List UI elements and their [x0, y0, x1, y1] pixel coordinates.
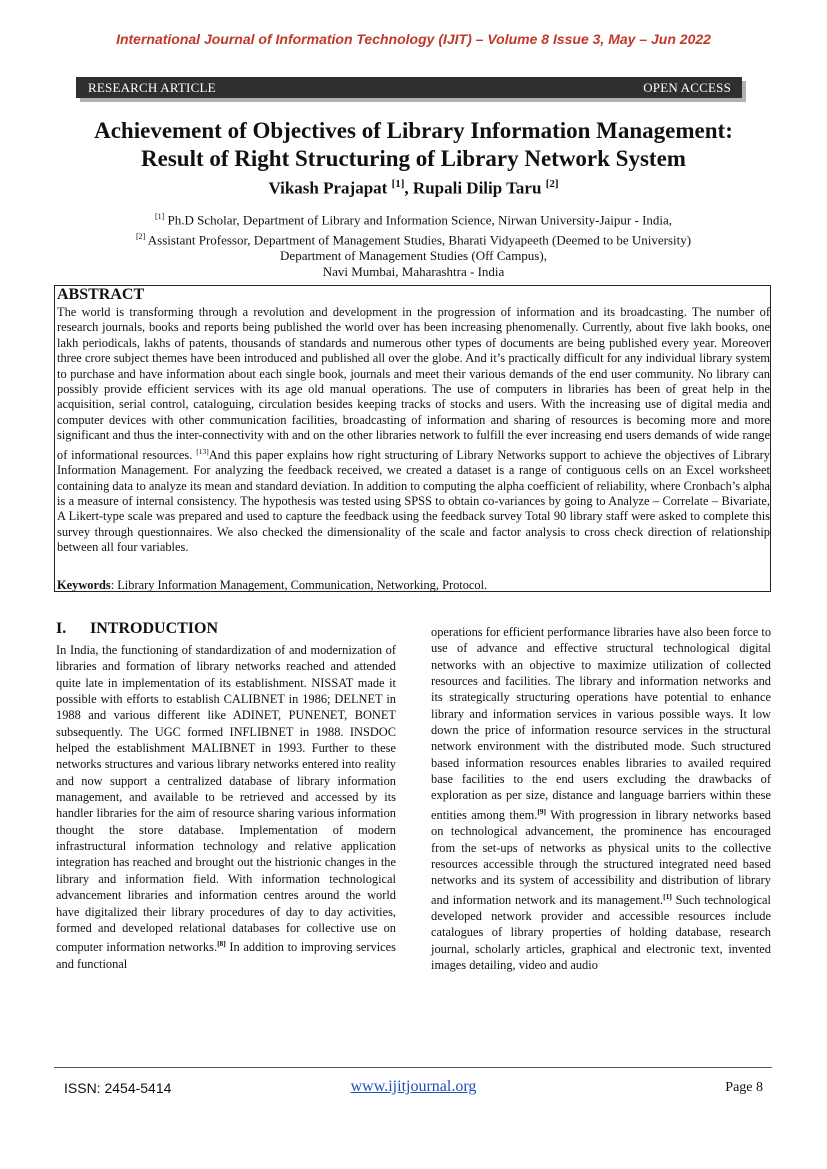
- affiliation-line: [60, 209, 767, 229]
- footer-divider: [54, 1067, 772, 1068]
- paragraph-text: In addition to improving services and functional: [56, 940, 397, 971]
- abstract-body: And this paper explains how right structuring of Library Networks support to achieve the objectives of Library Information Management. For analyzing the feedback received, we created a dataset is a range of contiguous cells on an Excel worksheet containing data to analyze its mean and standard deviation. In addition to computing the alpha coefficient of reliability, where Cronbach’s alpha is a measure of internal consistency. The hypothesis was tested using SPSS to obtain co-variances by going to Analyze – Correlate – Bivariate, A Likert-type scale was prepared and used to capture the feedback using the feedback survey Total 90 library staff were asked to complete this survey through questionnaires. We also checked the dimensionality of the scale and factor analysis to cross check direction of relationship between all four variables.: [57, 447, 770, 555]
- keywords: [57, 578, 487, 593]
- affiliation-text: Ph.D Scholar, Department of Library and Information Science, Nirwan University-Jaipur - India,: [164, 212, 673, 228]
- paragraph-text: Such technological developed network provider and accessible resources include catalogues of library properties of holding database, research journal, scholarly articles, graphical and electronic text, invented images detailing, video and audio: [431, 892, 771, 973]
- section-heading: [56, 620, 218, 638]
- open-access-label: OPEN ACCESS: [643, 80, 731, 95]
- author-separator: ,: [404, 178, 413, 198]
- keywords-list: : Library Information Management, Communication, Networking, Protocol.: [110, 578, 488, 592]
- paragraph-text: operations for efficient performance libraries have also been force to use of advance and effective structural technological digital networks with an objective to maximize utilization of collected resources and facilities. The library and information networks and its strategically structuring operations have potential to enhance library and information services in various possible ways. It low down the price of information resource services in the structural network environment with the distributed mode. Such structured based information resources enables libraries to availed required base facilities to the end users excluding the drawbacks of exploration as per size, distance and language barriers within these entities among them.: [431, 625, 772, 822]
- abstract-text: [57, 305, 770, 556]
- section-number: I.: [56, 620, 67, 637]
- paper-title-line2: Result of Right Structuring of Library Network System: [141, 146, 686, 171]
- author-name: Vikash Prajapat: [268, 178, 388, 198]
- citation-marker: [1]: [663, 891, 672, 901]
- article-type-label: RESEARCH ARTICLE: [88, 80, 216, 95]
- footer-page-number: Page 8: [725, 1080, 763, 1095]
- affiliation-text: Assistant Professor, Department of Management Studies, Bharati Vidyapeeth (Deemed to be University): [145, 231, 692, 247]
- citation-marker: [8]: [217, 939, 226, 949]
- affiliation-marker: [1]: [154, 212, 165, 221]
- section-title: INTRODUCTION: [90, 620, 219, 637]
- author-name: Rupali Dilip Taru: [412, 178, 542, 198]
- affiliations: [60, 209, 767, 280]
- keywords-label: Keywords: [57, 578, 111, 592]
- abstract-body: The world is transforming through a revolution and development in the progression of information and its broadcasting. The number of research journals, books and reports being published the world over has been increasing phenomenally. Currently, about five lakh books, one lakh periodicals, lakhs of patents, thousands of standards and numerous other types of documents are being published every year. Moreover three crore subject themes have been introduced and published all over the globe. And it’s practically difficult for any individual library system to purchase and have information about each single book, journals and meet their various demands of the end user community. No library can possibly provide efficient services with its age old manual operations. The use of computers in libraries has been of great help in the acquisition, serial control, cataloguing, circulation besides keeping tracks of stocks and users. With the increasing use of digital media and computer devices with other communication facilities, broadcasting of information and sharing of resources is becoming more and more significant and thus the inter-connectivity with and on the other libraries network to fulfill the ever increasing end users demands of wide range of informational resources.: [57, 305, 770, 462]
- author-list: [0, 178, 827, 199]
- citation-marker: [13]: [196, 446, 209, 456]
- author-marker: [2]: [545, 178, 559, 190]
- body-column-right: [431, 624, 771, 973]
- paper-title: [40, 117, 787, 173]
- affiliation-line: [60, 229, 767, 249]
- paper-title-line1: Achievement of Objectives of Library Information Management:: [94, 118, 733, 143]
- author-marker: [1]: [391, 178, 405, 190]
- footer-url-link[interactable]: www.ijitjournal.org: [350, 1078, 477, 1095]
- footer-issn: ISSN: 2454-5414: [64, 1080, 172, 1096]
- affiliation-marker: [2]: [135, 231, 146, 241]
- affiliation-line: Department of Management Studies (Off Campus),: [280, 248, 547, 264]
- journal-header: International Journal of Information Technology (IJIT) – Volume 8 Issue 3, May – Jun 2022: [116, 31, 711, 47]
- abstract-heading: ABSTRACT: [57, 286, 145, 303]
- paragraph-text: With progression in library networks based on technological advancement, the prominence has encouraged from the set-ups of networks as physical units to the collective resources accessible through the structured integrated need based networks and its system of accessibility and distribution of library and information network and its management.: [431, 807, 771, 907]
- affiliation-line: Navi Mumbai, Maharashtra - India: [322, 264, 505, 280]
- paragraph-text: In India, the functioning of standardization of and modernization of libraries and formation of library networks reached and attended quite late in implementation of its establishment. NISSAT made it possible with efforts to establish CALIBNET in 1986; DELNET in 1988 and various different like ADINET, PUNENET, BONET subsequently. The UGC formed INFLIBNET in 1988. INSDOC helped the establishment MALIBNET in 1993. Further to these networks structures and various library networks entered into reality and now support a centralized database of library information management, and available to be retrieved and accessed by its handler libraries for the aim of resource sharing various information thought the store database. Implementation of modern infrastructural information technology and relative application integration has reached and brought out the histrionic changes in the library and information field. With information technological advancement libraries and information centres around the world have digitalized their library procedures of day to day activities, formed and developed relational databases for collective use on computer information networks.: [56, 643, 396, 955]
- article-type-bar: [76, 77, 742, 98]
- body-column-left: [56, 642, 396, 972]
- citation-marker: [9]: [537, 806, 547, 816]
